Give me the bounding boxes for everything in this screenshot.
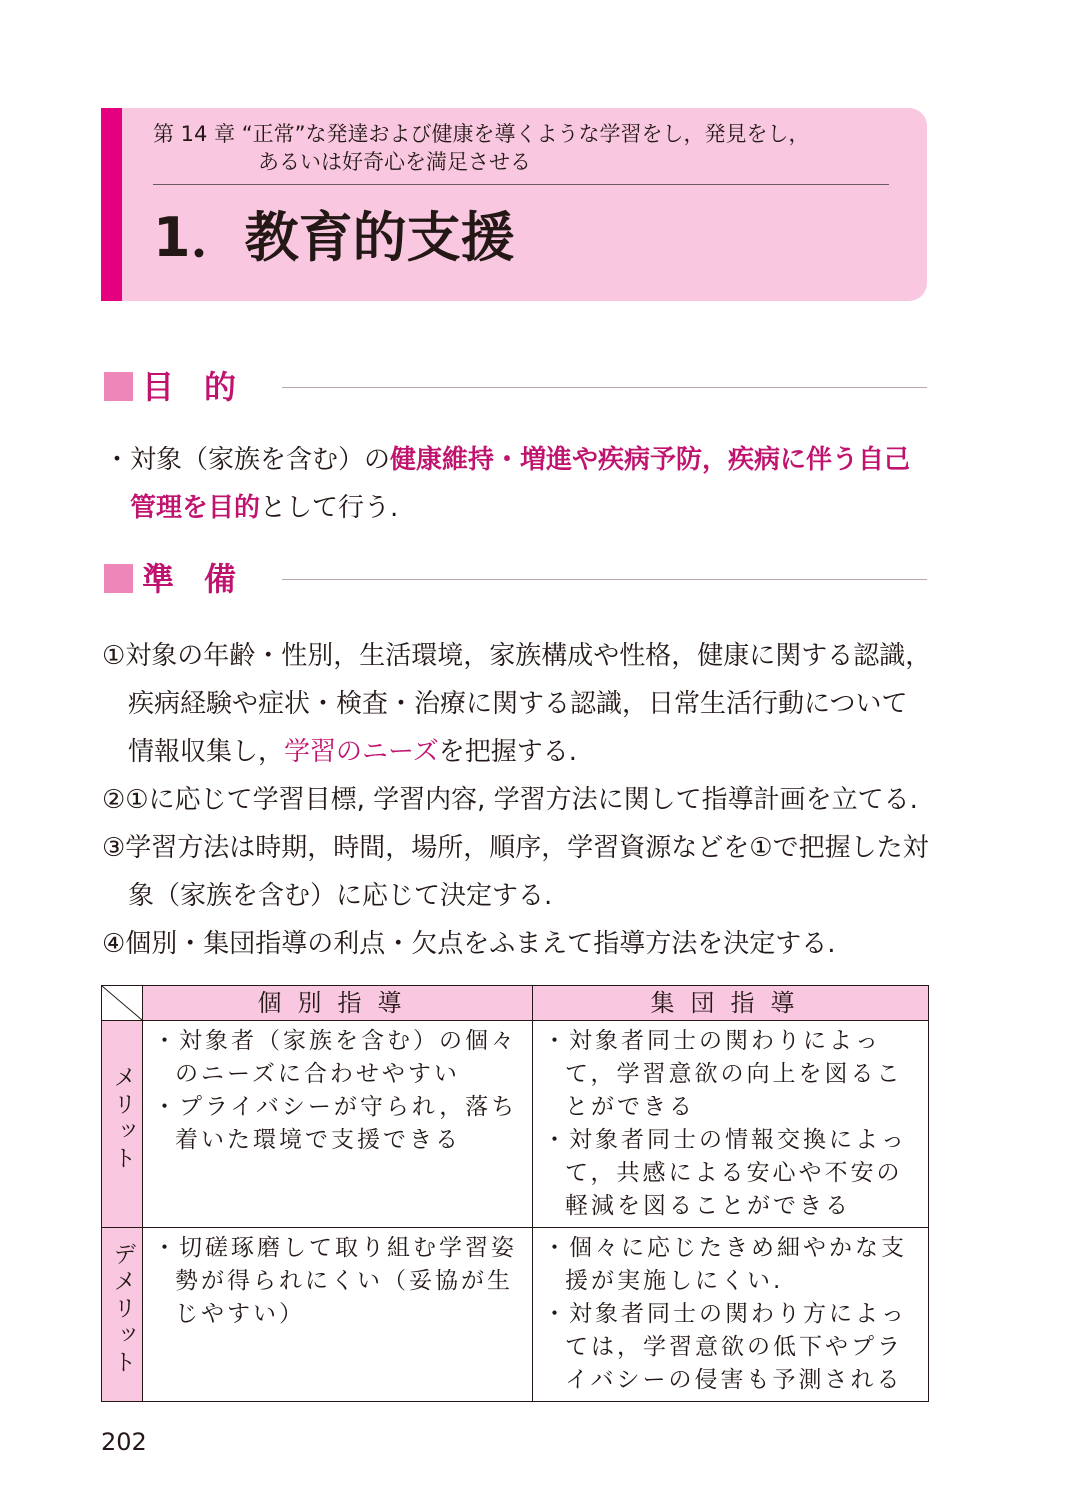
chapter-header — [101, 108, 927, 301]
chapter-title-line1: 第 14 章 “正常”な発達および健康を導くような学習をし，発見をし， — [153, 122, 810, 146]
list-item: ・プライバシーが守られ，落ち着いた環境で支援できる — [153, 1094, 518, 1153]
preparation-item-3: ③学習方法は時期，時間，場所，順序，学習資源などを①で把握した対象（家族を含む）に応じて決定する. — [102, 833, 929, 911]
preparation-item-2: ②①に応じて学習目標, 学習内容, 学習方法に関して指導計画を立てる. — [102, 785, 918, 815]
page-number: 202 — [101, 1428, 147, 1456]
comparison-table — [101, 985, 929, 1402]
purpose-highlight: 健康維持・増進や疾病予防，疾病に伴う自己管理を目的 — [130, 445, 911, 523]
diagonal-line — [102, 986, 142, 1020]
preparation-list — [102, 632, 932, 968]
demerit-individual-cell — [143, 1228, 533, 1402]
section-heading-purpose — [104, 365, 927, 409]
section-rule — [282, 579, 927, 580]
merit-individual-cell — [143, 1021, 533, 1228]
table-corner — [102, 986, 143, 1021]
preparation-highlight: 学習のニーズ — [284, 737, 439, 767]
list-item: ・切磋琢磨して取り組む学習姿勢が得られにくい（妥協が生じやすい） — [153, 1235, 517, 1327]
section-square-icon — [104, 372, 133, 401]
list-item: ・対象者（家族を含む）の個々のニーズに合わせやすい — [153, 1028, 517, 1087]
row-header-demerit: デメリット — [102, 1228, 143, 1402]
purpose-paragraph — [104, 436, 932, 532]
table-row — [102, 1228, 929, 1402]
demerit-group-cell — [533, 1228, 929, 1402]
merit-group-cell — [533, 1021, 929, 1228]
purpose-text: ・対象（家族を含む）の健康維持・増進や疾病予防，疾病に伴う自己管理を目的として行う. — [104, 445, 911, 523]
section-heading-preparation — [104, 557, 927, 601]
header-accent-bar — [101, 108, 122, 301]
column-header-group: 集団指導 — [533, 986, 929, 1021]
list-item: ・個々に応じたきめ細やかな支援が実施しにくい. — [543, 1235, 907, 1294]
section-square-icon — [104, 564, 133, 593]
table-row — [102, 1021, 929, 1228]
preparation-item-4: ④個別・集団指導の利点・欠点をふまえて指導方法を決定する. — [102, 929, 836, 959]
list-item: ・対象者同士の関わり方によっては，学習意欲の低下やプライバシーの侵害も予測される — [543, 1301, 907, 1393]
section-title: 目的 — [142, 368, 267, 406]
row-header-merit: メリット — [102, 1021, 143, 1228]
chapter-title-line2: あるいは好奇心を満足させる — [153, 150, 531, 174]
table-header-row — [102, 986, 929, 1021]
section-rule — [282, 387, 927, 388]
section-title: 準備 — [142, 560, 267, 598]
page-title: 1．教育的支援 — [153, 206, 515, 269]
column-header-individual: 個別指導 — [143, 986, 533, 1021]
list-item: ・対象者同士の情報交換によって，共感による安心や不安の軽減を図ることができる — [543, 1127, 907, 1219]
preparation-item-1: ①対象の年齢・性別，生活環境，家族構成や性格，健康に関する認識，疾病経験や症状・検査・治療に関する認識，日常生活行動について情報収集し，学習のニーズを把握する. — [102, 641, 932, 767]
list-item: ・対象者同士の関わりによって，学習意欲の向上を図ることができる — [543, 1028, 903, 1120]
chapter-title — [153, 120, 810, 176]
chapter-divider — [153, 184, 889, 185]
